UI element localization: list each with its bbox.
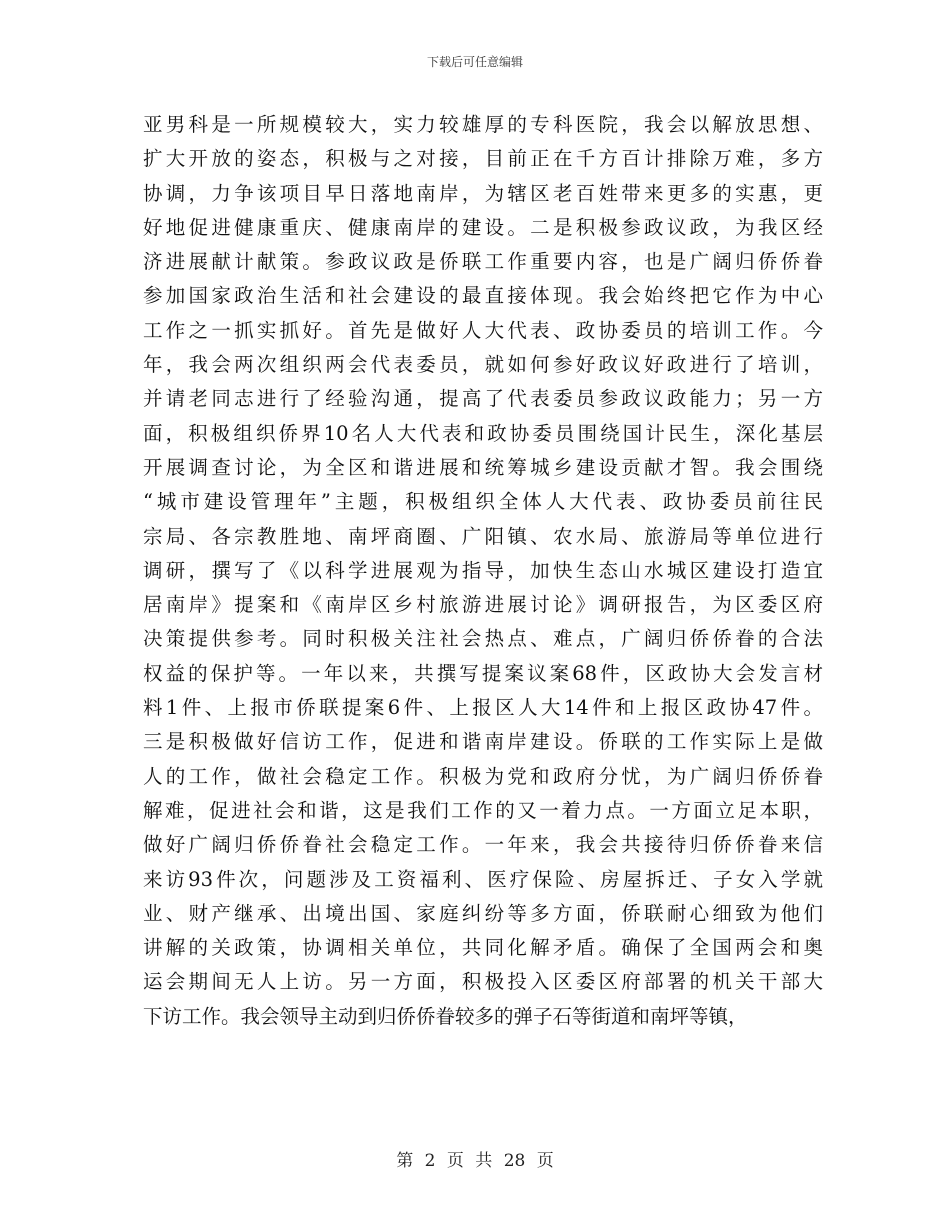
text-line: “城市建设管理年”主题，积极组织全体人大代表、政协委员前往民 (143, 490, 823, 514)
text-line: 三是积极做好信访工作，促进和谐南岸建设。侨联的工作实际上是做 (143, 730, 823, 754)
page-number: 第 2 页 共 28 页 (396, 1151, 554, 1171)
text-line: 人的工作，做社会稳定工作。积极为党和政府分忧，为广阔归侨侨眷 (143, 764, 823, 788)
text-line: 年，我会两次组织两会代表委员，就如何参好政议好政进行了培训， (143, 353, 823, 377)
text-line: 宗局、各宗教胜地、南坪商圈、广阳镇、农水局、旅游局等单位进行 (143, 524, 823, 548)
text-line: 料1件、上报市侨联提案6件、上报区人大14件和上报区政协47件。 (143, 696, 823, 720)
text-line: 权益的保护等。一年以来，共撰写提案议案68件，区政协大会发言材 (143, 661, 823, 685)
text-line: 做好广阔归侨侨眷社会稳定工作。一年来，我会共接待归侨侨眷来信 (143, 833, 823, 857)
text-line: 扩大开放的姿态，积极与之对接，目前正在千方百计排除万难，多方 (143, 147, 823, 171)
text-line: 好地促进健康重庆、健康南岸的建设。二是积极参政议政，为我区经 (143, 215, 823, 239)
text-line: 下访工作。我会领导主动到归侨侨眷较多的弹子石等街道和南坪等镇， (143, 1004, 748, 1028)
text-line: 济进展献计献策。参政议政是侨联工作重要内容，也是广阔归侨侨眷 (143, 250, 823, 274)
text-line: 解难，促进社会和谐，这是我们工作的又一着力点。一方面立足本职， (143, 798, 823, 822)
text-line: 面，积极组织侨界10名人大代表和政协委员围绕国计民生，深化基层 (143, 421, 823, 445)
text-line: 讲解的关政策，协调相关单位，共同化解矛盾。确保了全国两会和奥 (143, 936, 823, 960)
text-line: 开展调查讨论，为全区和谐进展和统筹城乡建设贡献才智。我会围绕 (143, 455, 823, 479)
text-line: 运会期间无人上访。另一方面，积极投入区委区府部署的机关干部大 (143, 970, 823, 994)
text-line: 业、财产继承、出境出国、家庭纠纷等多方面，侨联耐心细致为他们 (143, 901, 823, 925)
text-line: 决策提供参考。同时积极关注社会热点、难点，广阔归侨侨眷的合法 (143, 627, 823, 651)
text-line: 并请老同志进行了经验沟通，提高了代表委员参政议政能力；另一方 (143, 387, 823, 411)
text-line: 协调，力争该项目早日落地南岸，为辖区老百姓带来更多的实惠，更 (143, 181, 823, 205)
text-line: 亚男科是一所规模较大，实力较雄厚的专科医院，我会以解放思想、 (143, 113, 823, 136)
page-header: 下载后可任意编辑 (426, 55, 523, 69)
text-line: 调研，撰写了《以科学进展观为指导，加快生态山水城区建设打造宜 (143, 558, 823, 582)
text-line: 居南岸》提案和《南岸区乡村旅游进展讨论》调研报告，为区委区府 (143, 593, 823, 617)
body-text (143, 108, 823, 1034)
text-line: 工作之一抓实抓好。首先是做好人大代表、政协委员的培训工作。今 (143, 318, 823, 342)
text-line: 来访93件次，问题涉及工资福利、医疗保险、房屋拆迁、子女入学就 (143, 867, 823, 891)
text-line: 参加国家政治生活和社会建设的最直接体现。我会始终把它作为中心 (143, 284, 823, 308)
